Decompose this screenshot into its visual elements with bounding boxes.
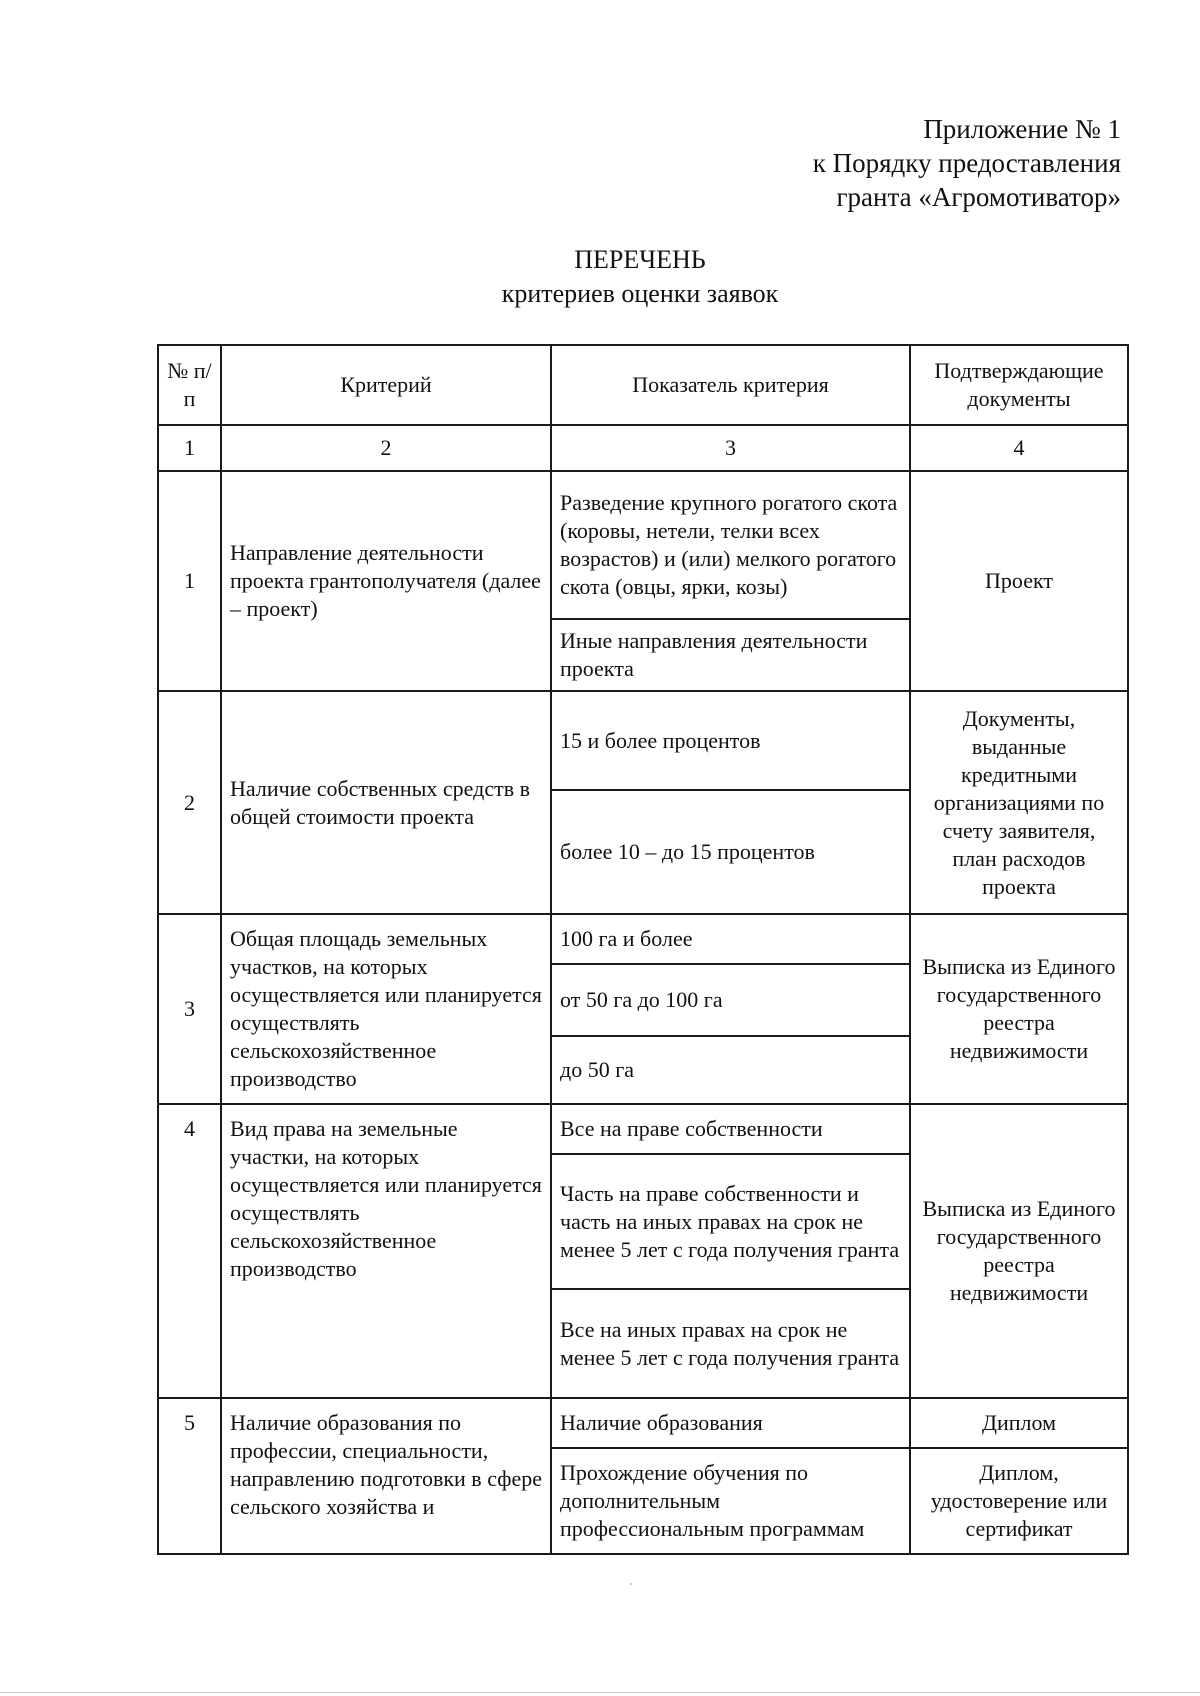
row-documents: Документы, выданные кредитными организациями по счету заявителя, план расходов проекта [910,691,1128,914]
row-num: 2 [158,691,221,914]
row-documents: Проект [910,471,1128,691]
row-documents: Выписка из Единого государственного реестра недвижимости [910,1104,1128,1398]
scan-artifact-dot [630,1583,632,1585]
row-documents: Диплом, удостоверение или сертификат [910,1448,1128,1554]
row-criterion: Наличие образования по профессии, специальности, направлению подготовки в сфере сельского хозяйства и [221,1398,551,1554]
table-row [158,1104,1128,1154]
appendix-block [701,112,1121,214]
column-number-row [158,425,1128,471]
column-number: 2 [221,425,551,471]
column-number: 3 [551,425,910,471]
row-indicator: Все на иных правах на срок не менее 5 лет с года получения гранта [551,1289,910,1398]
row-num: 5 [158,1398,221,1554]
row-indicator: Все на праве собственности [551,1104,910,1154]
header-documents: Подтверждающие документы [910,345,1128,425]
column-number: 4 [910,425,1128,471]
row-indicator: Прохождение обучения по дополнительным профессиональным программам [551,1448,910,1554]
row-indicator: Часть на праве собственности и часть на иных правах на срок не менее 5 лет с года получения гранта [551,1154,910,1289]
row-indicator: Разведение крупного рогатого скота (коровы, нетели, телки всех возрастов) и (или) мелкого рогатого скота (овцы, ярки, козы) [551,471,910,619]
row-indicator: более 10 – до 15 процентов [551,790,910,914]
row-indicator: от 50 га до 100 га [551,964,910,1036]
row-num: 4 [158,1104,221,1398]
row-indicator: Иные направления деятельности проекта [551,619,910,691]
row-indicator: до 50 га [551,1036,910,1104]
table-row [158,691,1128,790]
row-documents: Диплом [910,1398,1128,1448]
row-documents: Выписка из Единого государственного реестра недвижимости [910,914,1128,1104]
table-row [158,1398,1128,1448]
table-header-row [158,345,1128,425]
header-criterion: Критерий [221,345,551,425]
row-indicator: 15 и более процентов [551,691,910,790]
document-subtitle: критериев оценки заявок [501,279,779,308]
row-criterion: Наличие собственных средств в общей стоимости проекта [221,691,551,914]
header-num: № п/п [158,345,221,425]
row-indicator: 100 га и более [551,914,910,964]
appendix-line-3: гранта «Агромотиватор» [836,182,1121,212]
row-criterion: Вид права на земельные участки, на которых осуществляется или планируется осуществлять сельскохозяйственное производство [221,1104,551,1398]
row-num: 1 [158,471,221,691]
header-indicator: Показатель критерия [551,345,910,425]
row-criterion: Общая площадь земельных участков, на которых осуществляется или планируется осуществлять сельскохозяйственное производство [221,914,551,1104]
row-num: 3 [158,914,221,1104]
table-row [158,914,1128,964]
document-title: ПЕРЕЧЕНЬ [574,245,706,274]
row-criterion: Направление деятельности проекта грантополучателя (далее – проект) [221,471,551,691]
appendix-line-1: Приложение № 1 [923,114,1121,144]
column-number: 1 [158,425,221,471]
row-indicator: Наличие образования [551,1398,910,1448]
scan-artifact-line [0,1692,1200,1693]
appendix-line-2: к Порядку предоставления [812,148,1121,178]
criteria-table [157,344,1129,1555]
table-row [158,471,1128,619]
